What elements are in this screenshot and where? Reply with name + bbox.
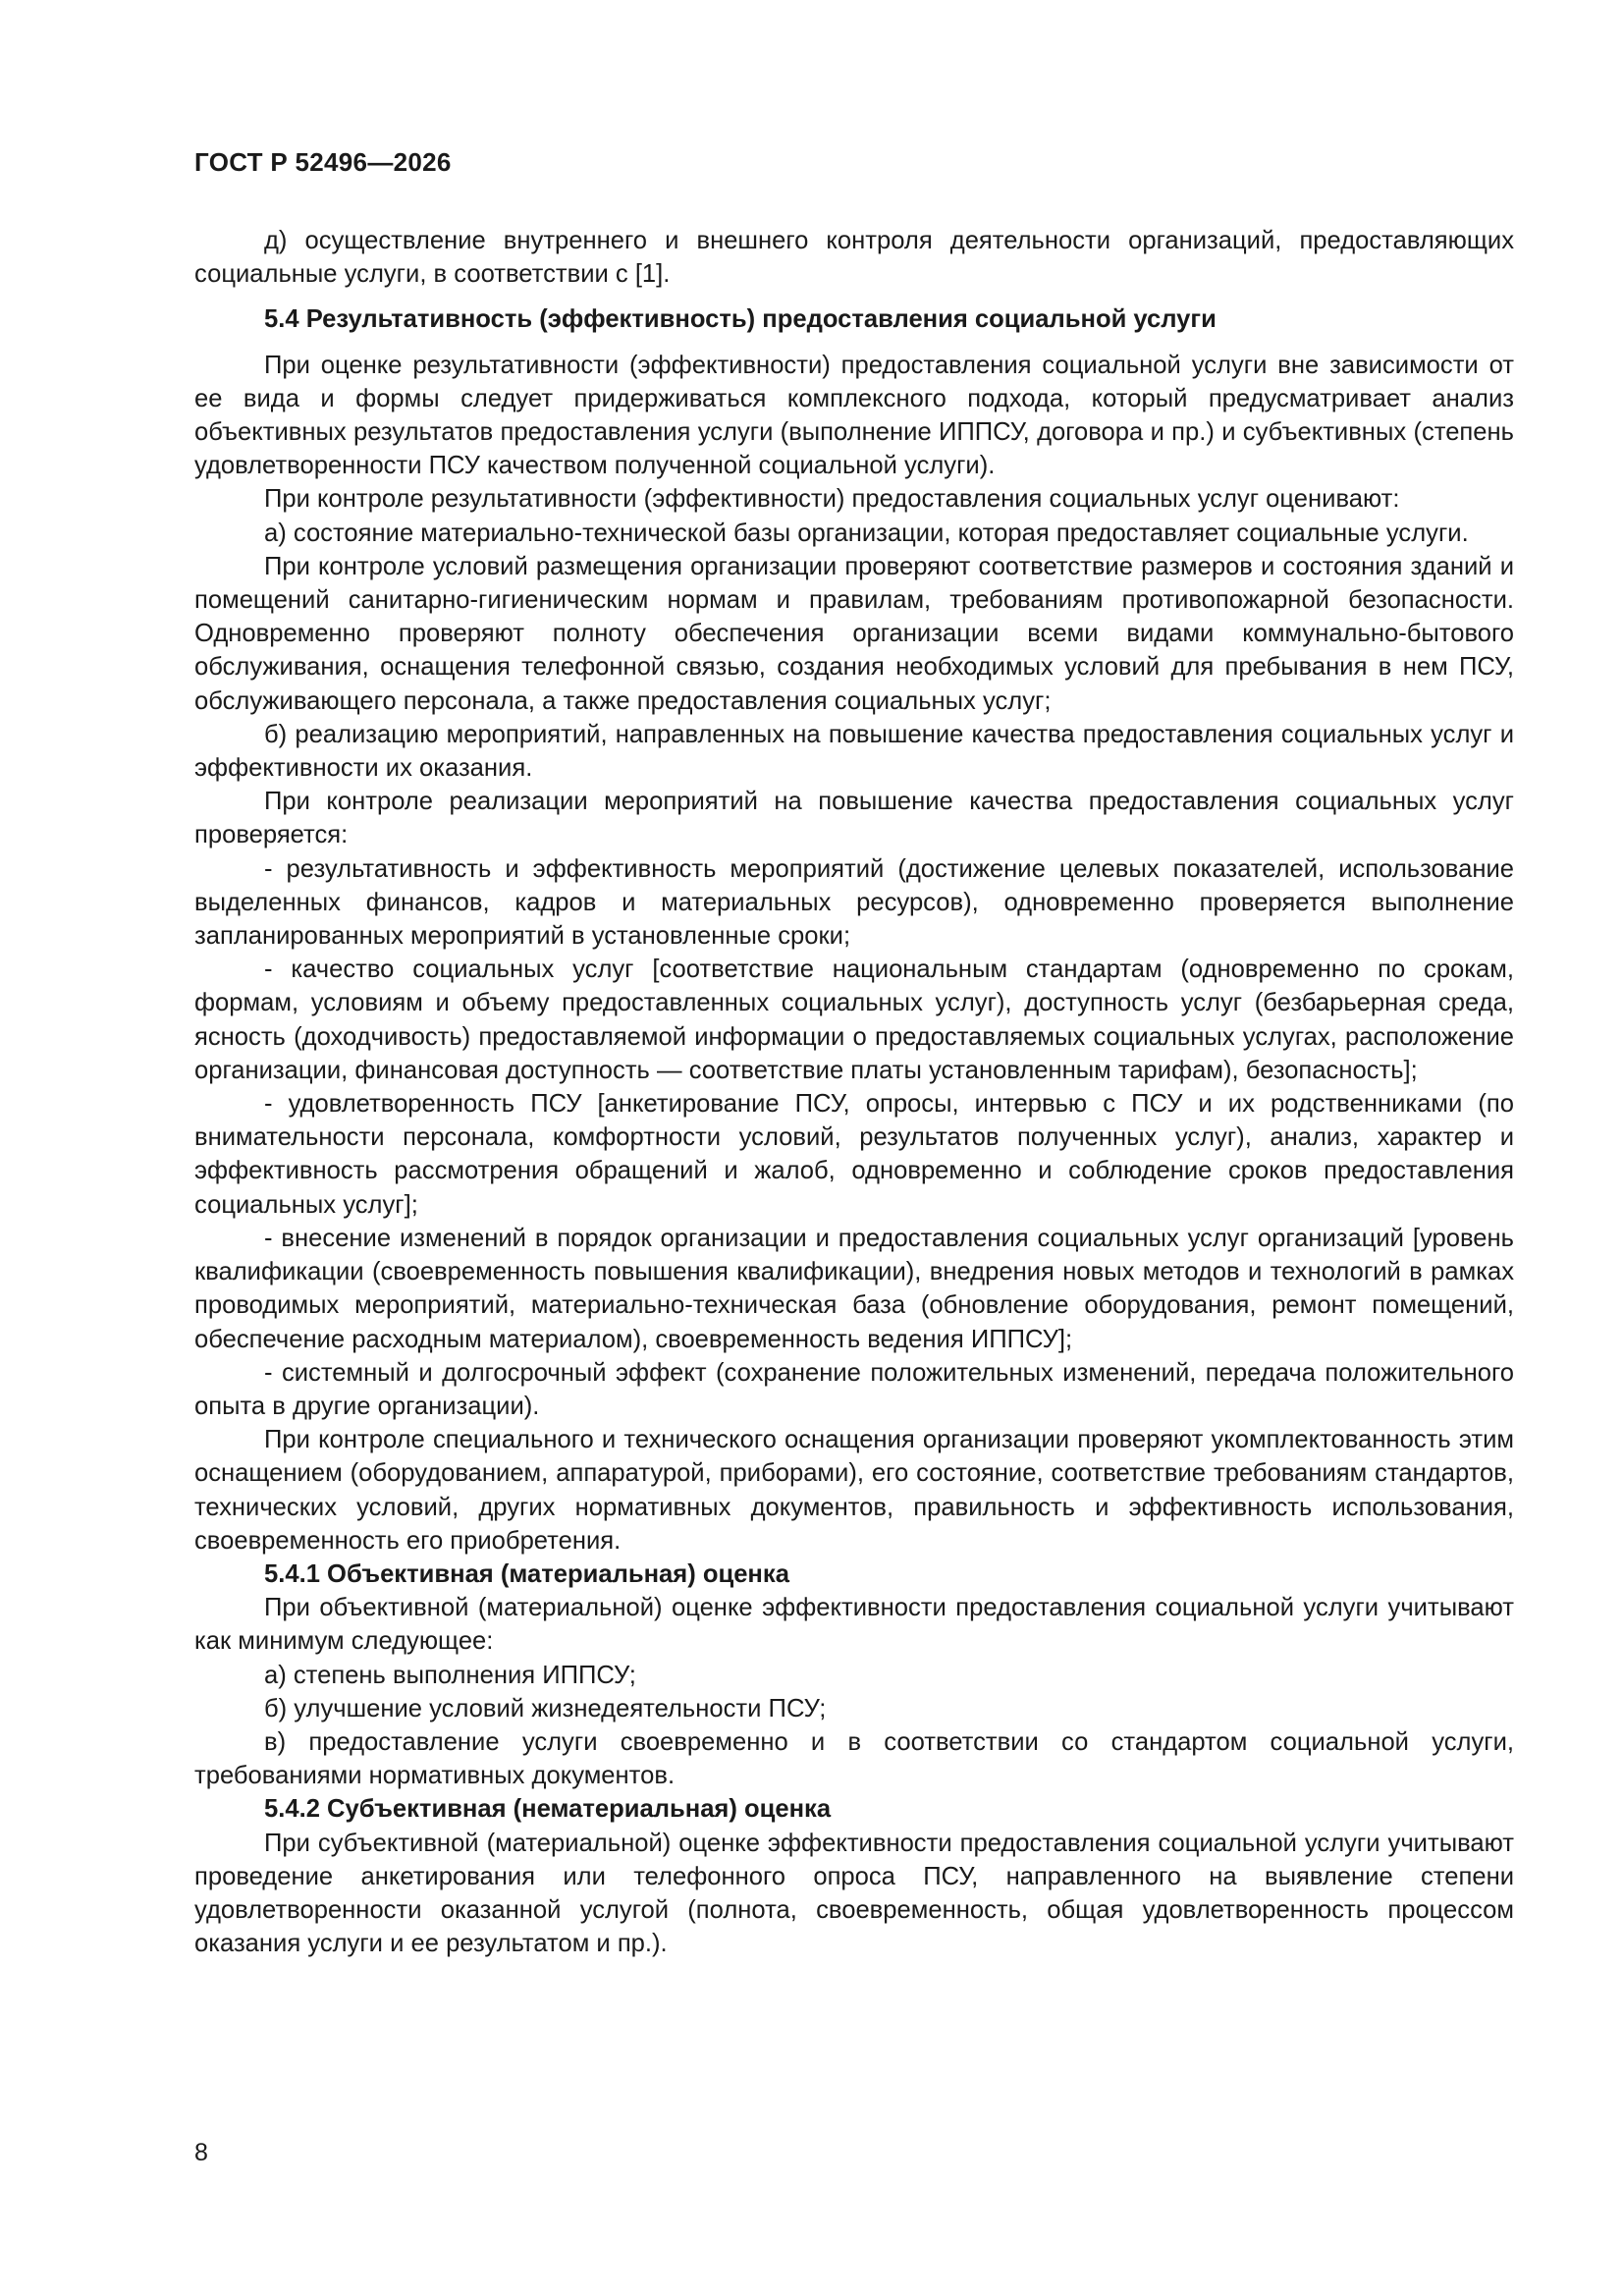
paragraph: При контроле условий размещения организации проверяют соответствие размеров и состояния зданий и помещений санитарно-гигиеническим нормам и правилам, требованиям противопожарной безопасности. Одновременно проверяют полноту обеспечения организации всеми видами коммунально-бытового обслуживания, оснащения телефонной связью, создания необходимых условий для пребывания в нем ПСУ, обслуживающего персонала, а также предоставления социальных услуг; — [194, 552, 1514, 715]
dash-list-item: - системный и долгосрочный эффект (сохранение положительных изменений, передача положительного опыта в другие организации). — [194, 1358, 1514, 1420]
page-number: 8 — [194, 2139, 208, 2166]
list-item-a: а) степень выполнения ИППСУ; — [264, 1661, 636, 1689]
paragraph: При контроле специального и технического оснащения организации проверяют укомплектованность этим оснащением (оборудованием, аппаратурой, приборами), его состояние, соответствие требованиям стандартов, технических условий, других нормативных документов, правильность и эффективность использования, своевременность его приобретения. — [194, 1426, 1514, 1555]
subsection-heading-5-4-2: 5.4.2 Субъективная (нематериальная) оценка — [264, 1795, 832, 1824]
paragraph: При оценке результативности (эффективности) предоставления социальной услуги вне зависимости от ее вида и формы следует придерживаться комплексного подхода, который предусматривает анализ объективных результатов предоставления услуги (выполнение ИППСУ, договора и пр.) и субъективных (степень удовлетворенности ПСУ качеством полученной социальной услуги). — [194, 351, 1514, 480]
list-item-v: в) предоставление услуги своевременно и в соответствии со стандартом социальной услуги, требованиями нормативных документов. — [194, 1727, 1514, 1790]
paragraph: При объективной (материальной) оценке эффективности предоставления социальной услуги учитывают как минимум следующее: — [194, 1594, 1514, 1656]
standard-id-header: ГОСТ Р 52496—2026 — [194, 147, 452, 177]
list-item-b: б) реализацию мероприятий, направленных на повышение качества предоставления социальных услуг и эффективности их оказания. — [194, 720, 1514, 783]
dash-list-item: - качество социальных услуг [соответствие национальным стандартам (одновременно по срокам, формам, условиям и объему предоставленных социальных услуг), доступность услуг (безбарьерная среда, ясность (доходчивость) предоставляемой информации о предоставляемых социальных услугах, расположение организации, финансовая доступность — соответствие платы установленным тарифам), безопасность]; — [194, 956, 1514, 1084]
paragraph: При контроле результативности (эффективности) предоставления социальных услуг оценивают: — [264, 485, 1400, 514]
list-item-a: а) состояние материально-технической базы организации, которая предоставляет социальные услуги. — [264, 519, 1469, 547]
document-body — [194, 224, 1514, 1960]
paragraph: При субъективной (материальной) оценке эффективности предоставления социальной услуги учитывают проведение анкетирования или телефонного опроса ПСУ, направленного на выявление степени удовлетворенности оказанной услугой (полнота, своевременность, общая удовлетворенность процессом оказания услуги и ее результатом и пр.). — [194, 1829, 1514, 1958]
list-item-b: б) улучшение условий жизнедеятельности ПСУ; — [264, 1694, 827, 1722]
paragraph: При контроле реализации мероприятий на повышение качества предоставления социальных услуг проверяется: — [194, 788, 1514, 849]
subsection-heading-5-4-1: 5.4.1 Объективная (материальная) оценка — [264, 1559, 789, 1588]
section-heading-5-4: 5.4 Результативность (эффективность) предоставления социальной услуги — [264, 305, 1217, 334]
list-item-d: д) осуществление внутреннего и внешнего контроля деятельности организаций, предоставляющих социальные услуги, в соответствии с [1]. — [194, 227, 1514, 289]
dash-list-item: - результативность и эффективность мероприятий (достижение целевых показателей, использование выделенных финансов, кадров и материальных ресурсов), одновременно проверяется выполнение запланированных мероприятий в установленные сроки; — [194, 854, 1514, 951]
dash-list-item: - внесение изменений в порядок организации и предоставления социальных услуг организаций [уровень квалификации (своевременность повышения квалификации), внедрения новых методов и технологий в рамках проводимых мероприятий, материально-техническая база (обновление оборудования, ремонт помещений, обеспечение расходным материалом), своевременность ведения ИППСУ]; — [194, 1224, 1514, 1353]
dash-list-item: - удовлетворенность ПСУ [анкетирование ПСУ, опросы, интервью с ПСУ и их родственниками (по внимательности персонала, комфортности условий, результатов полученных услуг), анализ, характер и эффективность рассмотрения обращений и жалоб, одновременно и соблюдение сроков предоставления социальных услуг]; — [194, 1090, 1514, 1219]
